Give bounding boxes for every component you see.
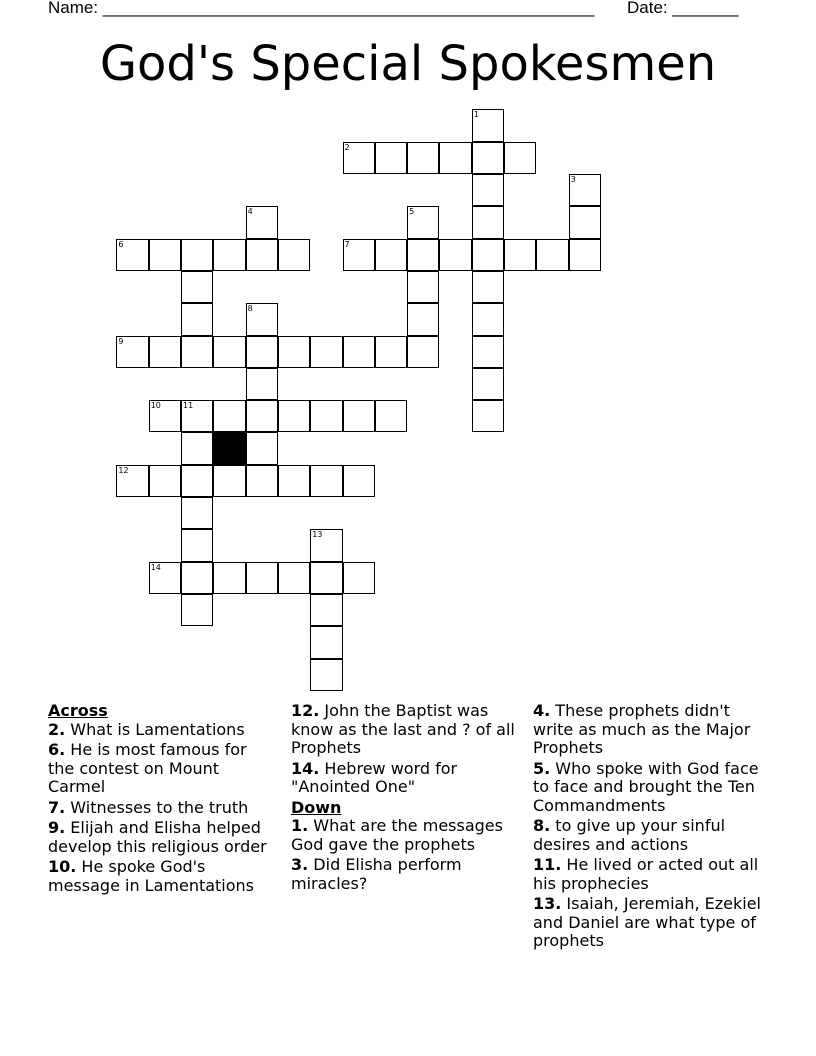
clue-number: 6 — [118, 239, 124, 249]
clue-number: 5 — [409, 207, 415, 217]
clue-text: to give up your sinful desires and actions — [533, 816, 726, 854]
clue-text: He spoke God's message in Lamentations — [48, 857, 255, 895]
grid-cell[interactable] — [278, 465, 310, 497]
clue-number: 13. — [533, 894, 562, 913]
grid-cell[interactable] — [246, 239, 278, 271]
name-field-label: Name: ____________________________________________________ — [48, 0, 595, 17]
grid-cell[interactable] — [181, 271, 213, 303]
grid-cell[interactable] — [116, 465, 148, 497]
grid-cell[interactable] — [375, 239, 407, 271]
grid-cell[interactable] — [472, 239, 504, 271]
grid-cell[interactable] — [310, 400, 342, 432]
clue-item — [291, 760, 527, 797]
puzzle-title: God's Special Spokesmen — [99, 36, 717, 92]
grid-cell[interactable] — [181, 432, 213, 464]
grid-cell[interactable] — [181, 529, 213, 561]
clue-item — [291, 702, 527, 758]
grid-cell[interactable] — [472, 336, 504, 368]
clue-number: 4 — [247, 207, 253, 217]
clues-column-3 — [533, 702, 773, 953]
clue-number: 9 — [118, 336, 124, 346]
clue-item — [48, 858, 272, 895]
grid-cell[interactable] — [181, 239, 213, 271]
grid-cell[interactable] — [472, 142, 504, 174]
grid-cell[interactable] — [407, 271, 439, 303]
grid-cell[interactable] — [213, 562, 245, 594]
grid-cell[interactable] — [407, 239, 439, 271]
grid-cell[interactable] — [116, 239, 148, 271]
clue-number: 1. — [291, 816, 309, 835]
grid-cell[interactable] — [246, 336, 278, 368]
grid-cell[interactable] — [310, 594, 342, 626]
black-square — [213, 432, 245, 464]
grid-cell[interactable] — [343, 142, 375, 174]
grid-cell[interactable] — [569, 239, 601, 271]
clue-item — [533, 702, 773, 758]
clue-number: 3 — [570, 175, 576, 184]
clue-number: 11. — [533, 855, 562, 874]
clue-text: What are the messages God gave the prophets — [291, 816, 503, 854]
grid-cell[interactable] — [569, 174, 601, 206]
grid-cell[interactable] — [310, 529, 342, 561]
grid-cell[interactable] — [536, 239, 568, 271]
grid-cell[interactable] — [375, 142, 407, 174]
grid-cell[interactable] — [375, 336, 407, 368]
clue-item — [48, 741, 272, 797]
grid-cell[interactable] — [375, 400, 407, 432]
grid-cell[interactable] — [472, 400, 504, 432]
clue-number: 2 — [344, 142, 350, 152]
down-heading: Down — [291, 797, 342, 817]
grid-cell[interactable] — [472, 303, 504, 335]
grid-cell[interactable] — [504, 142, 536, 174]
grid-cell[interactable] — [213, 336, 245, 368]
grid-cell[interactable] — [439, 142, 471, 174]
clue-number: 10. — [48, 857, 77, 876]
clue-number: 12. — [291, 701, 320, 720]
grid-cell[interactable] — [246, 432, 278, 464]
grid-cell[interactable] — [343, 239, 375, 271]
clue-item — [533, 856, 773, 893]
grid-cell[interactable] — [246, 303, 278, 335]
clue-number: 11 — [183, 401, 194, 411]
grid-cell[interactable] — [181, 594, 213, 626]
clue-number: 8 — [247, 304, 253, 314]
grid-cell[interactable] — [472, 174, 504, 206]
grid-cell[interactable] — [116, 336, 148, 368]
grid-cell[interactable] — [278, 336, 310, 368]
grid-cell[interactable] — [310, 626, 342, 658]
clue-text: Witnesses to the truth — [65, 797, 249, 817]
clue-number: 13 — [312, 530, 323, 540]
grid-cell[interactable] — [310, 659, 342, 691]
grid-cell[interactable] — [472, 368, 504, 400]
grid-cell[interactable] — [181, 465, 213, 497]
clue-number: 4. — [533, 701, 551, 720]
clue-number: 6. — [48, 740, 66, 759]
grid-cell[interactable] — [343, 400, 375, 432]
grid-cell[interactable] — [246, 206, 278, 238]
grid-cell[interactable] — [504, 239, 536, 271]
grid-cell[interactable] — [213, 400, 245, 432]
clue-item — [533, 760, 773, 816]
clue-text: Who spoke with God face to face and brought the Ten Commandments — [533, 758, 759, 815]
clue-text: These prophets didn't write as much as the Major Prophets — [533, 701, 751, 757]
grid-cell[interactable] — [407, 303, 439, 335]
grid-cell[interactable] — [310, 336, 342, 368]
grid-cell[interactable] — [181, 336, 213, 368]
clue-number: 14 — [150, 562, 161, 572]
grid-cell[interactable] — [472, 206, 504, 238]
clue-number: 7. — [48, 797, 66, 817]
grid-cell[interactable] — [343, 336, 375, 368]
grid-cell[interactable] — [149, 465, 181, 497]
clue-item — [533, 895, 773, 951]
clue-number: 7 — [344, 239, 350, 249]
clue-number: 10 — [150, 401, 161, 411]
grid-cell[interactable] — [181, 303, 213, 335]
grid-cell[interactable] — [149, 336, 181, 368]
grid-cell[interactable] — [149, 562, 181, 594]
grid-cell[interactable] — [213, 465, 245, 497]
grid-cell[interactable] — [246, 562, 278, 594]
clues-column-1 — [48, 702, 272, 897]
grid-cell[interactable] — [472, 109, 504, 141]
clue-text: Elijah and Elisha helped develop this religious order — [48, 818, 267, 856]
grid-cell[interactable] — [278, 400, 310, 432]
clue-item — [48, 819, 272, 856]
grid-cell[interactable] — [181, 497, 213, 529]
grid-cell[interactable] — [439, 239, 471, 271]
grid-cell[interactable] — [310, 465, 342, 497]
grid-cell[interactable] — [246, 400, 278, 432]
date-field-label: Date: _______ — [627, 0, 739, 17]
across-heading: Across — [48, 701, 108, 720]
grid-cell[interactable] — [246, 465, 278, 497]
clue-number: 12 — [118, 465, 129, 475]
clue-number: 9. — [48, 818, 66, 837]
clue-number: 5. — [533, 758, 551, 778]
clue-item — [291, 856, 527, 893]
clue-text: He lived or acted out all his prophecies — [533, 855, 759, 893]
clue-text: John the Baptist was know as the last and ? of all Prophets — [291, 701, 515, 757]
grid-cell[interactable] — [343, 465, 375, 497]
clue-number: 14. — [291, 758, 320, 778]
clues-column-2 — [291, 702, 527, 895]
grid-cell[interactable] — [246, 368, 278, 400]
grid-cell[interactable] — [213, 239, 245, 271]
clue-item — [291, 817, 527, 854]
clue-text: What is Lamentations — [65, 719, 245, 739]
grid-cell[interactable] — [149, 400, 181, 432]
clue-item — [48, 799, 272, 818]
grid-cell[interactable] — [569, 206, 601, 238]
clue-number: 1 — [473, 110, 479, 120]
grid-cell[interactable] — [181, 400, 213, 432]
clue-number: 8. — [533, 816, 551, 835]
grid-cell[interactable] — [181, 562, 213, 594]
clue-item — [533, 817, 773, 854]
grid-cell[interactable] — [407, 336, 439, 368]
clue-text: Isaiah, Jeremiah, Ezekiel and Daniel are what type of prophets — [533, 894, 761, 950]
grid-cell[interactable] — [278, 239, 310, 271]
clue-text: Hebrew word for "Anointed One" — [291, 758, 458, 796]
grid-cell[interactable] — [407, 206, 439, 238]
grid-cell[interactable] — [472, 271, 504, 303]
clue-number: 3. — [291, 855, 309, 874]
clue-item — [48, 721, 272, 740]
grid-cell[interactable] — [278, 562, 310, 594]
clue-number: 2. — [48, 719, 66, 739]
grid-cell[interactable] — [343, 562, 375, 594]
grid-cell[interactable] — [310, 562, 342, 594]
clue-text: Did Elisha perform miracles? — [291, 855, 462, 893]
grid-cell[interactable] — [407, 142, 439, 174]
grid-cell[interactable] — [149, 239, 181, 271]
clue-text: He is most famous for the contest on Mount Carmel — [48, 740, 247, 796]
